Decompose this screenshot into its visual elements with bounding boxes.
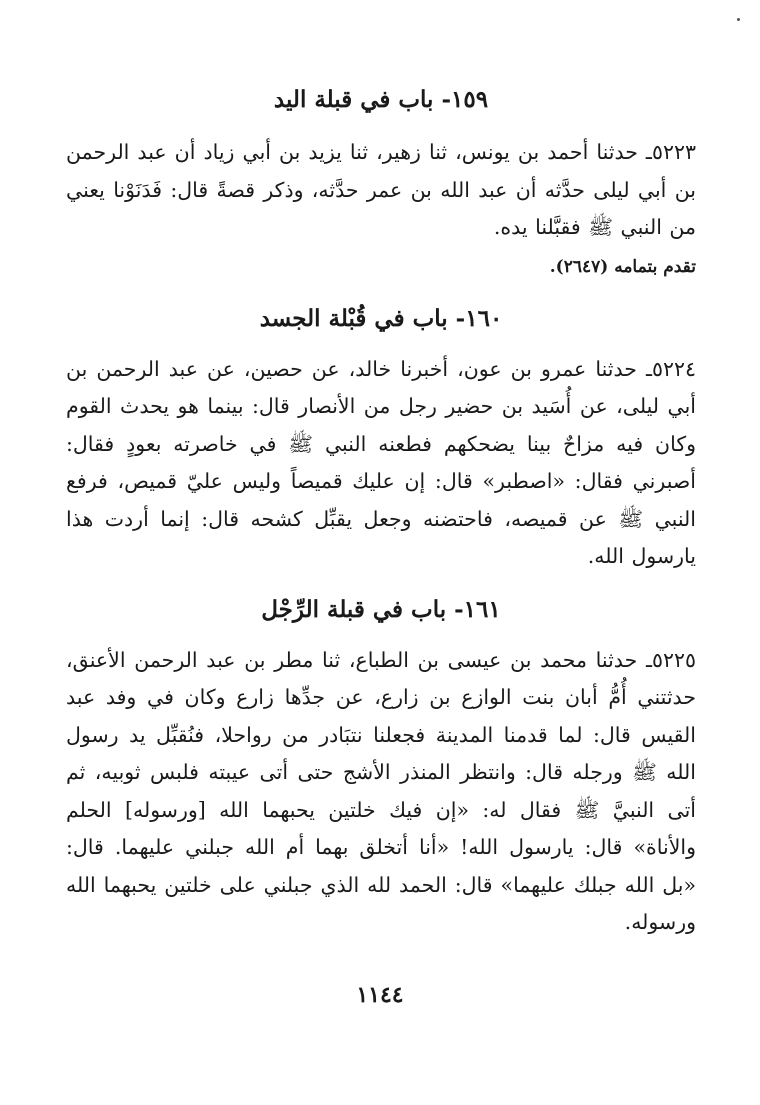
page-number: ١١٤٤ (356, 982, 404, 1008)
cross-reference-note: تقدم بتمامه (٢٦٤٧). (549, 256, 696, 277)
page-body (66, 78, 696, 942)
hadith-5225: ٥٢٢٥ـ حدثنا محمد بن عيسى بن الطباع، ثنا مطر بن عبد الرحمن الأعنق، حدثتني أُمُّ أبان بنت الوازع بن زارع، عن جدِّها زارع وكان في وفد عبد القيس قال: لما قدمنا المدينة فجعلنا نتبَادر من رواحلا، فنُقبِّل يد رسول الله ﷺ ورجله قال: وانتظر المنذر الأشج حتى أتى عيبته فلبس ثوبيه، ثم أتى النبيَّ ﷺ فقال له: «إن فيك خلتين يحبهما الله [ورسوله] الحلم والأناة» قال: يارسول الله! «أنا أتخلق بهما أم الله جبلني عليهما. قال: «بل الله جبلك عليهما» قال: الحمد لله الذي جبلني على خلتين يحبهما الله ورسوله. (66, 647, 696, 934)
chapter-heading-161: ١٦١- باب في قبلة الرِّجْل (261, 595, 501, 623)
hadith-5223: ٥٢٢٣ـ حدثنا أحمد بن يونس، ثنا زهير، ثنا يزيد بن أبي زياد أن عبد الرحمن بن أبي ليلى حدَّثه أن عبد الله بن عمر حدَّثه، وذكر قصةً قال: فَدَنَوْنا يعني من النبي ﷺ فقبَّلنا يده. (66, 140, 696, 239)
corner-mark (737, 18, 740, 21)
hadith-5224: ٥٢٢٤ـ حدثنا عمرو بن عون، أخبرنا خالد، عن حصين، عن عبد الرحمن بن أبي ليلى، عن أُسَيد بن حضير رجل من الأنصار قال: بينما هو يحدث القوم وكان فيه مزاحٌ بينا يضحكهم فطعنه النبي ﷺ في خاصرته بعودٍ فقال: أصبرني فقال: «اصطبر» قال: إن عليك قميصاً وليس عليّ قميص، فرفع النبي ﷺ عن قميصه، فاحتضنه وجعل يقبِّل كشحه قال: إنما أردت هذا يارسول الله. (66, 356, 697, 568)
chapter-heading-160: ١٦٠- باب في قُبْلة الجسد (259, 304, 503, 332)
chapter-heading-159: ١٥٩- باب في قبلة اليد (273, 86, 489, 113)
